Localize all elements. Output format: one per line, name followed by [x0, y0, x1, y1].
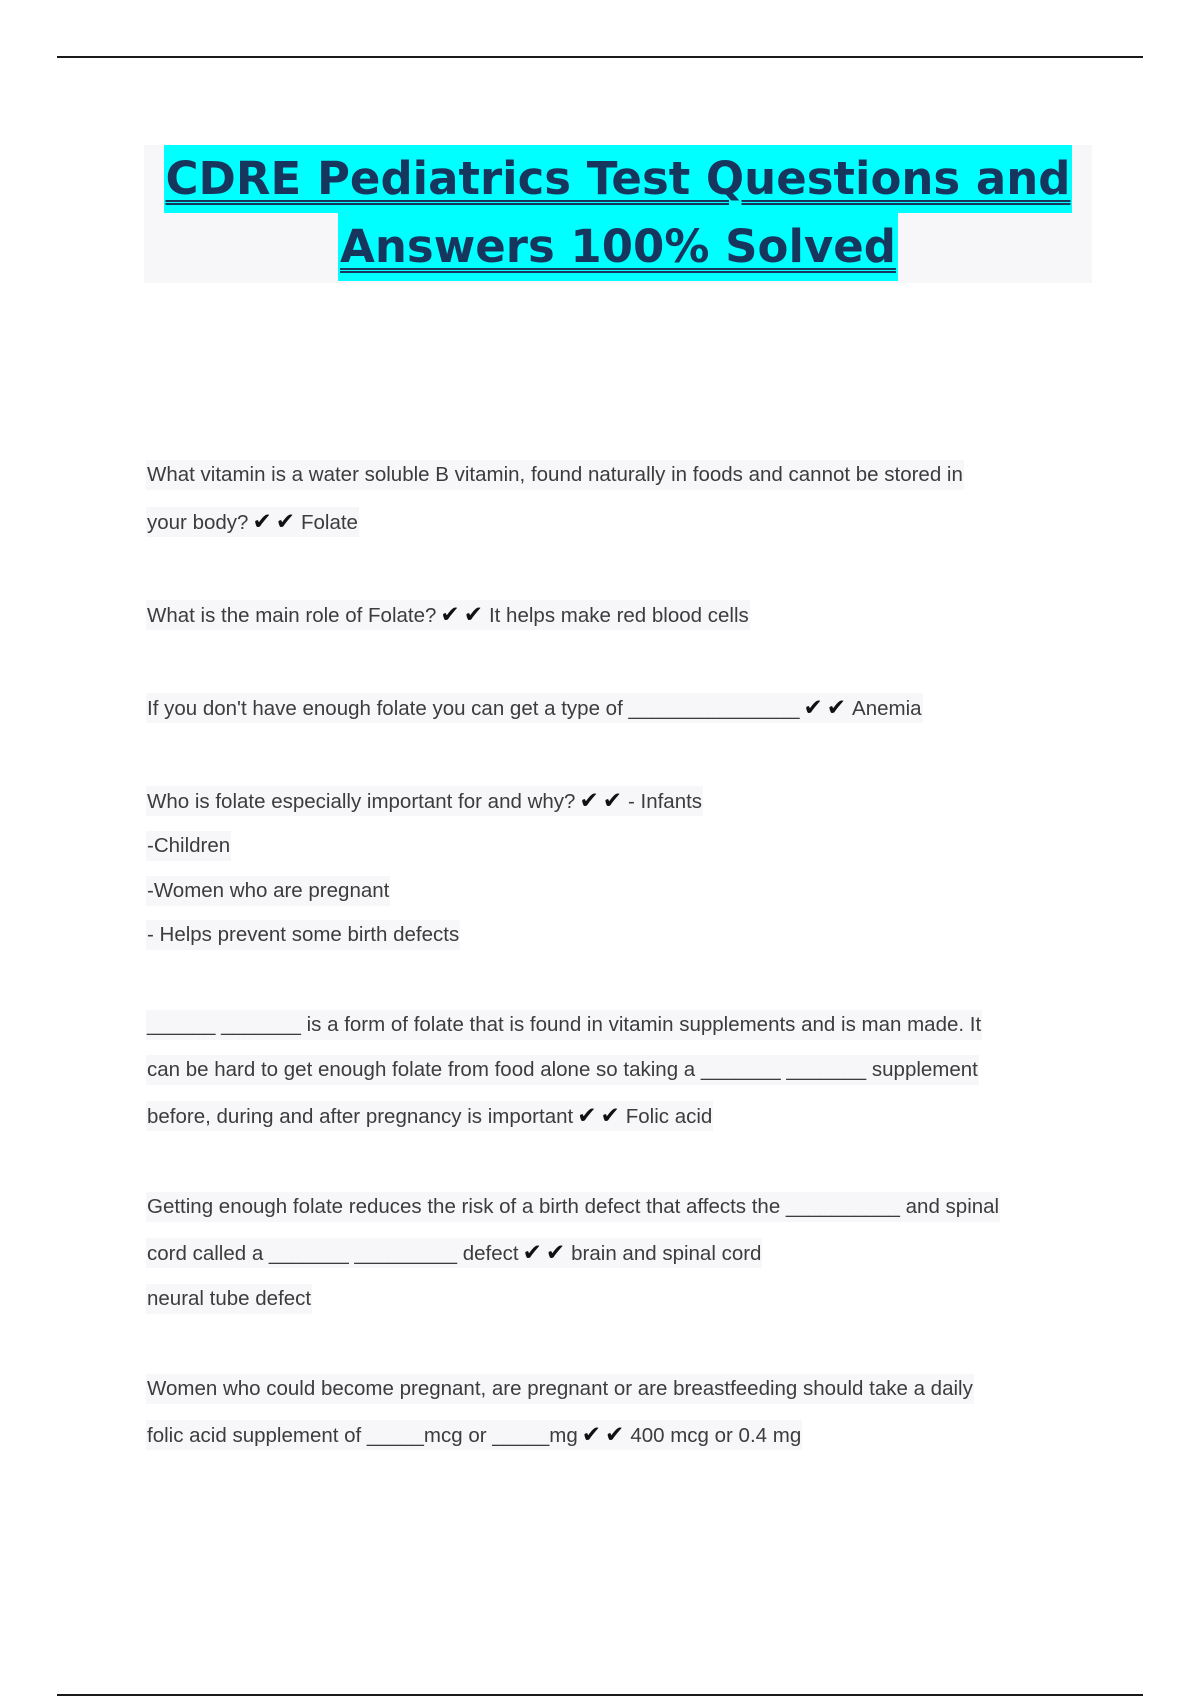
- answer-text: It helps make red blood cells: [488, 604, 749, 627]
- question-text: Who is folate especially important for and why? ✔✔- Infants: [147, 788, 703, 814]
- question-text: Women who could become pregnant, are pregnant or are breastfeeding should take a daily: [146, 1374, 974, 1404]
- question-text: cord called a _______ _________ defect ✔✔brain and spinal cord: [147, 1240, 762, 1266]
- double-check-icon: ✔✔: [581, 1422, 629, 1448]
- question-text: What is the main role of Folate? ✔✔It helps make red blood cells: [147, 602, 749, 628]
- document-title: [144, 145, 1092, 283]
- answer-text: 400 mcg or 0.4 mg: [630, 1424, 802, 1447]
- answer-text: Folate: [300, 511, 358, 534]
- answer-text: Anemia: [852, 697, 922, 720]
- double-check-icon: ✔✔: [577, 1103, 624, 1129]
- double-check-icon: ✔✔: [579, 788, 626, 814]
- question-text: folic acid supplement of _____mcg or _____mg ✔✔400 mcg or 0.4 mg: [147, 1422, 802, 1448]
- question-text: ______ _______ is a form of folate that is found in vitamin supplements and is man made. It: [146, 1010, 982, 1040]
- question-text: Getting enough folate reduces the risk of a birth defect that affects the __________ and spinal: [146, 1192, 1000, 1222]
- answer-text: - Helps prevent some birth defects: [146, 920, 460, 950]
- question-text: What vitamin is a water soluble B vitamin, found naturally in foods and cannot be stored in: [146, 460, 964, 490]
- answer-text: -Children: [146, 831, 231, 861]
- question-text: your body? ✔✔Folate: [147, 509, 358, 535]
- answer-text: -Women who are pregnant: [146, 876, 390, 906]
- double-check-icon: ✔✔: [522, 1240, 570, 1266]
- double-check-icon: ✔✔: [252, 509, 299, 535]
- question-text: before, during and after pregnancy is important ✔✔Folic acid: [147, 1103, 713, 1129]
- question-text: If you don't have enough folate you can get a type of _______________ ✔✔Anemia: [147, 695, 922, 721]
- title-line-2: Answers 100% Solved: [338, 213, 898, 281]
- answer-text: Folic acid: [625, 1105, 713, 1128]
- answer-text: brain and spinal cord: [571, 1242, 762, 1265]
- footer-rule: [57, 1694, 1143, 1696]
- answer-text: neural tube defect: [146, 1284, 312, 1314]
- title-line-1: CDRE Pediatrics Test Questions and: [164, 145, 1073, 213]
- header-rule: [57, 56, 1143, 58]
- double-check-icon: ✔✔: [440, 602, 487, 628]
- question-text: can be hard to get enough folate from food alone so taking a _______ _______ supplement: [146, 1055, 979, 1085]
- answer-text: - Infants: [627, 790, 703, 813]
- double-check-icon: ✔✔: [803, 695, 851, 721]
